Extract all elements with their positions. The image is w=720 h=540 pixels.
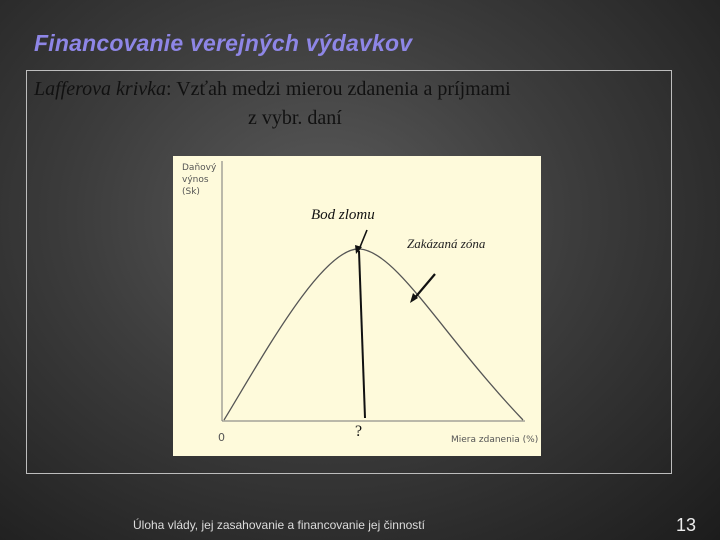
slide-subtitle-line1 [34,78,511,101]
subtitle-term: Lafferova krivka [34,78,167,100]
slide-title: Financovanie verejných výdavkov [34,30,413,56]
peak-vertical-line [359,251,365,418]
slide-subtitle-line2: z vybr. daní [248,107,342,129]
page-number: 13 [676,515,697,535]
laffer-curve [224,249,523,420]
subtitle-rest: : Vzťah medzi mierou zdanenia a príjmami [166,78,511,100]
origin-label: 0 [218,431,225,444]
peak-label: Bod zlomu [311,207,375,223]
y-axis-label-line2: výnos [182,175,209,185]
slide-footer: Úloha vlády, jej zasahovanie a financovanie jej činností [133,518,425,532]
laffer-curve-svg [173,156,541,456]
zone-pointer-arrow [413,274,435,300]
peak-rate-label: ? [355,423,363,440]
laffer-curve-figure [173,156,541,456]
y-axis-label [182,162,222,198]
x-axis-label: Miera zdanenia (%) [451,435,539,445]
y-axis-label-line1: Daňový [182,163,217,173]
forbidden-zone-label: Zakázaná zóna [407,236,486,251]
y-axis-label-line3: (Sk) [182,187,200,197]
